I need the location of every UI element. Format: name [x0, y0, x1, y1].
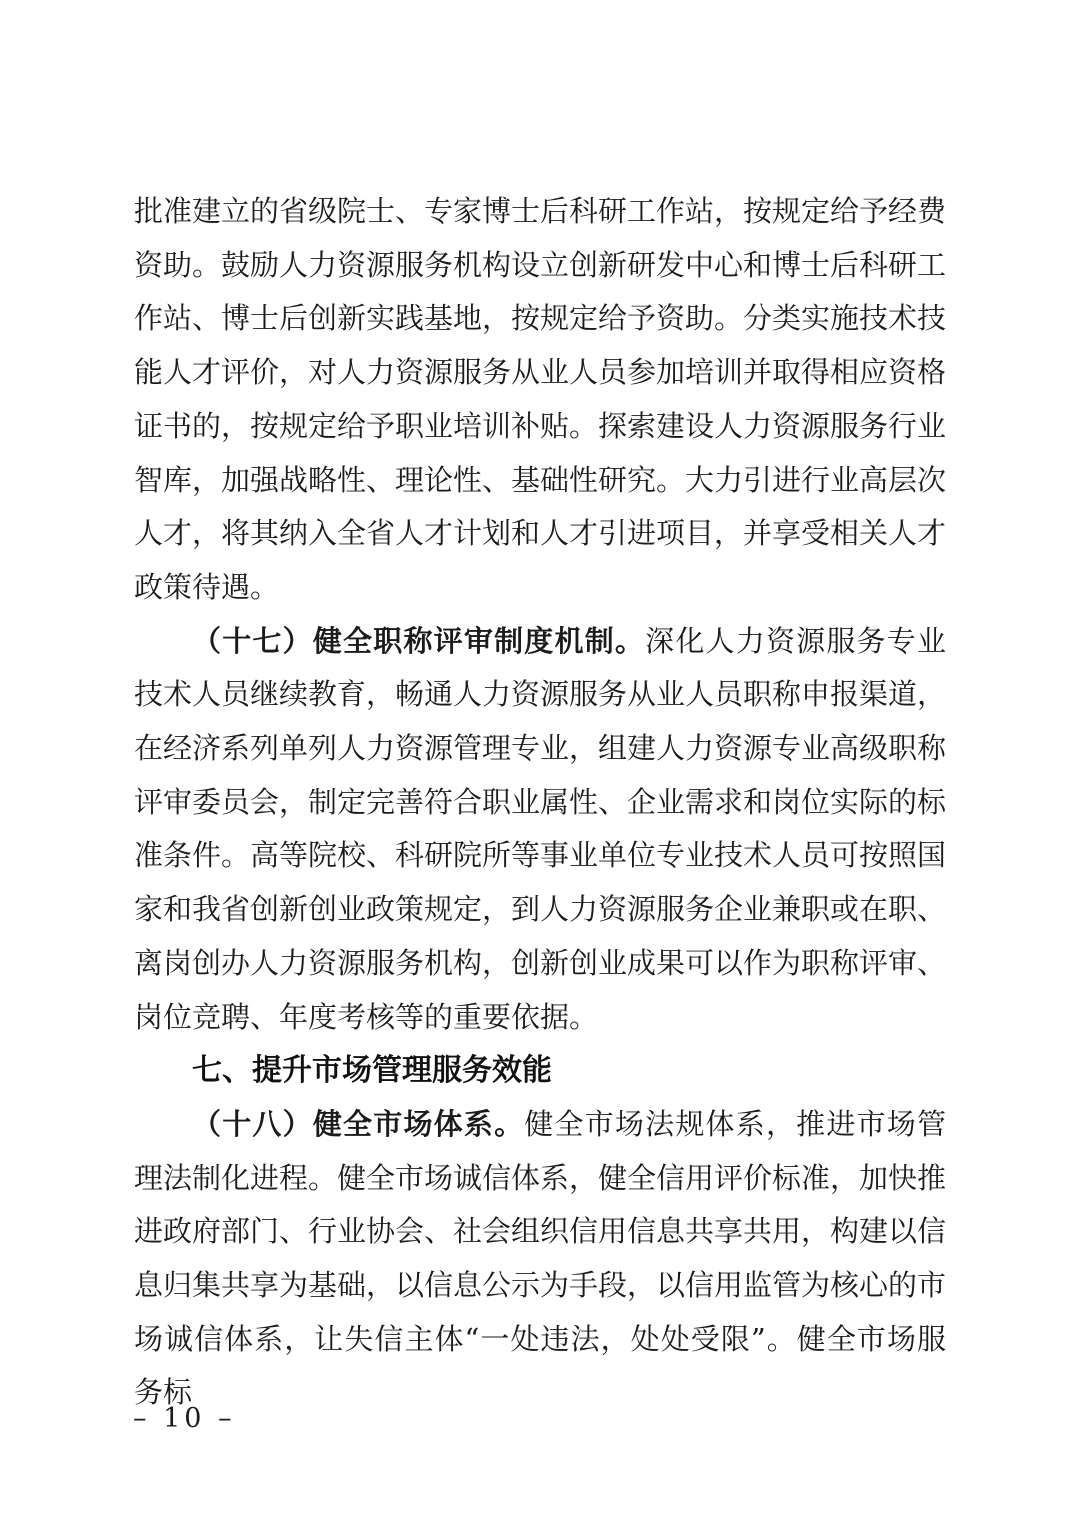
paragraph-item-18-text: 健全市场法规体系，推进市场管理法制化进程。健全市场诚信体系，健全信用评价标准，加快推进政府部门、行业协会、社会组织信用信息共享共用，构建以信息归集共享为基础，以信息公示为手段，以信用监管为核心的市场诚信体系，让失信主体“一处违法，处处受限”。健全市场服务标 — [134, 1106, 947, 1410]
paragraph-item-18 — [134, 1098, 946, 1420]
page-number: – 10 – — [133, 1403, 236, 1434]
paragraph-item-17-lead: （十七）健全职称评审制度机制。 — [192, 623, 646, 658]
document-body — [134, 185, 946, 1420]
paragraph-item-17 — [134, 615, 946, 1045]
paragraph-item-17-text: 深化人力资源服务专业技术人员继续教育，畅通人力资源服务从业人员职称申报渠道，在经济系列单列人力资源管理专业，组建人力资源专业高级职称评审委员会，制定完善符合职业属性、企业需求和岗位实际的标准条件。高等院校、科研院所等事业单位专业技术人员可按照国家和我省创新创业政策规定，到人力资源服务企业兼职或在职、离岗创办人力资源服务机构，创新创业成果可以作为职称评审、岗位竞聘、年度考核等的重要依据。 — [134, 623, 947, 1034]
paragraph-continuation-text: 批准建立的省级院士、专家博士后科研工作站，按规定给予经费资助。鼓励人力资源服务机构设立创新研发中心和博士后科研工作站、博士后创新实践基地，按规定给予资助。分类实施技术技能人才评价，对人力资源服务从业人员参加培训并取得相应资格证书的，按规定给予职业培训补贴。探索建设人力资源服务行业智库，加强战略性、理论性、基础性研究。大力引进行业高层次人才，将其纳入全省人才计划和人才引进项目，并享受相关人才政策待遇。 — [134, 194, 947, 604]
paragraph-item-18-lead: （十八）健全市场体系。 — [192, 1106, 525, 1141]
section-heading-7: 七、提升市场管理服务效能 — [192, 1053, 552, 1089]
paragraph-continuation — [134, 185, 946, 615]
